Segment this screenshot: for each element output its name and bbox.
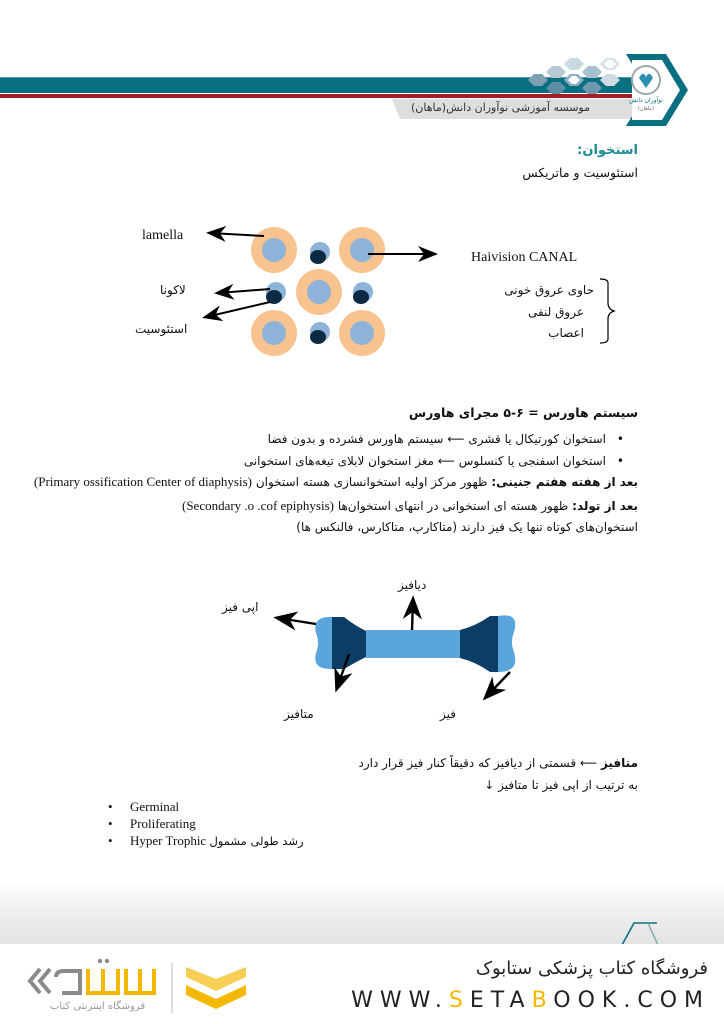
section-title: استخوان: [577,143,638,158]
lamella-label: lamella [142,228,184,243]
store-title: فروشگاه کتاب پزشکی ستابوک [475,958,708,979]
epiphysis-label: اپی فیز [222,600,259,614]
svg-text:نوآوران دانش: نوآوران دانش [629,97,663,104]
bullet-cortical: • استخوان کورتیکال یا قشری ⟵ سیستم هاورس فشرده و بدون فضا [78,428,638,450]
after-birth-label: بعد از تولد: [572,499,638,513]
long-bone-diagram [0,570,724,730]
haversian-canal-label: Haivision CANAL [471,250,578,265]
osteocyte-label: استئوسیت [135,322,188,336]
diaphysis-label: دیافیز [398,578,427,592]
zone-germinal: • Germinal [108,798,304,815]
bullet-cancellous: • استخوان اسفنجی یا کنسلوس ⟵ مغز استخوان لابلای تیغه‌های استخوانی [78,450,638,472]
order-line: به ترتیب از اپی فیز تا متافیز ↓ [484,778,638,792]
haversian-bullets [78,428,638,472]
svg-text:(ماهان): (ماهان) [638,106,654,112]
secondary-ossification-line: بعد از تولد: ظهور هسته ای استخوانی در انتهای استخوان‌ها (Secondary .o .cof epiphysis) [181,498,638,513]
section-subtitle: استئوسیت و ماتریکس [522,165,638,180]
haversian-heading: سیستم هاورس = ۶-۵ مجرای هاورس [408,405,638,420]
institute-name: موسسه آموزشی نوآوران دانش(ماهان) [411,101,590,114]
zone-proliferating: • Proliferating [108,815,304,832]
bracket-item-lymph: عروق لنفی [527,305,584,319]
short-bones-line: استخوان‌های کوتاه تنها یک فیز دارند (متاکارپ، متاکارس، فالنکس ها) [296,520,638,534]
week-seven-label: بعد از هفته هفتم جنینی: [491,475,638,489]
osteon-diagram [0,210,724,360]
metaphysis-term: متافیز [600,756,638,770]
metaphysis-label: متافیز [284,707,314,721]
growth-zones-list [108,798,304,849]
primary-ossification-line: بعد از هفته هفتم جنینی: ظهور مرکز اولیه استخوانسازی هسته استخوان (Primary ossification Center of diaphysis) [33,474,638,489]
bracket-item-nerves: اعصاب [548,326,584,340]
zone-hypertrophic: • Hyper Trophic رشد طولی مشمول [108,832,304,849]
setabook-tagline: فروشگاه اینترنتی کتاب [50,1001,146,1012]
hexagon-pattern-icon [520,52,630,102]
institute-logo-icon [620,50,692,130]
metaphysis-definition: متافیز ⟵ قسمتی از دیافیز که دقیقاً کنار فیز قرار دارد [358,756,638,770]
footer-gradient [0,880,724,944]
store-url[interactable]: WWW.SETABOOK.COM [351,988,710,1013]
bracket-item-blood-vessels: حاوی عروق خونی [504,283,594,297]
lacuna-label: لاکونا [160,283,186,297]
physis-label: فیز [440,707,456,721]
footer-trapezoid-icon [620,920,660,946]
